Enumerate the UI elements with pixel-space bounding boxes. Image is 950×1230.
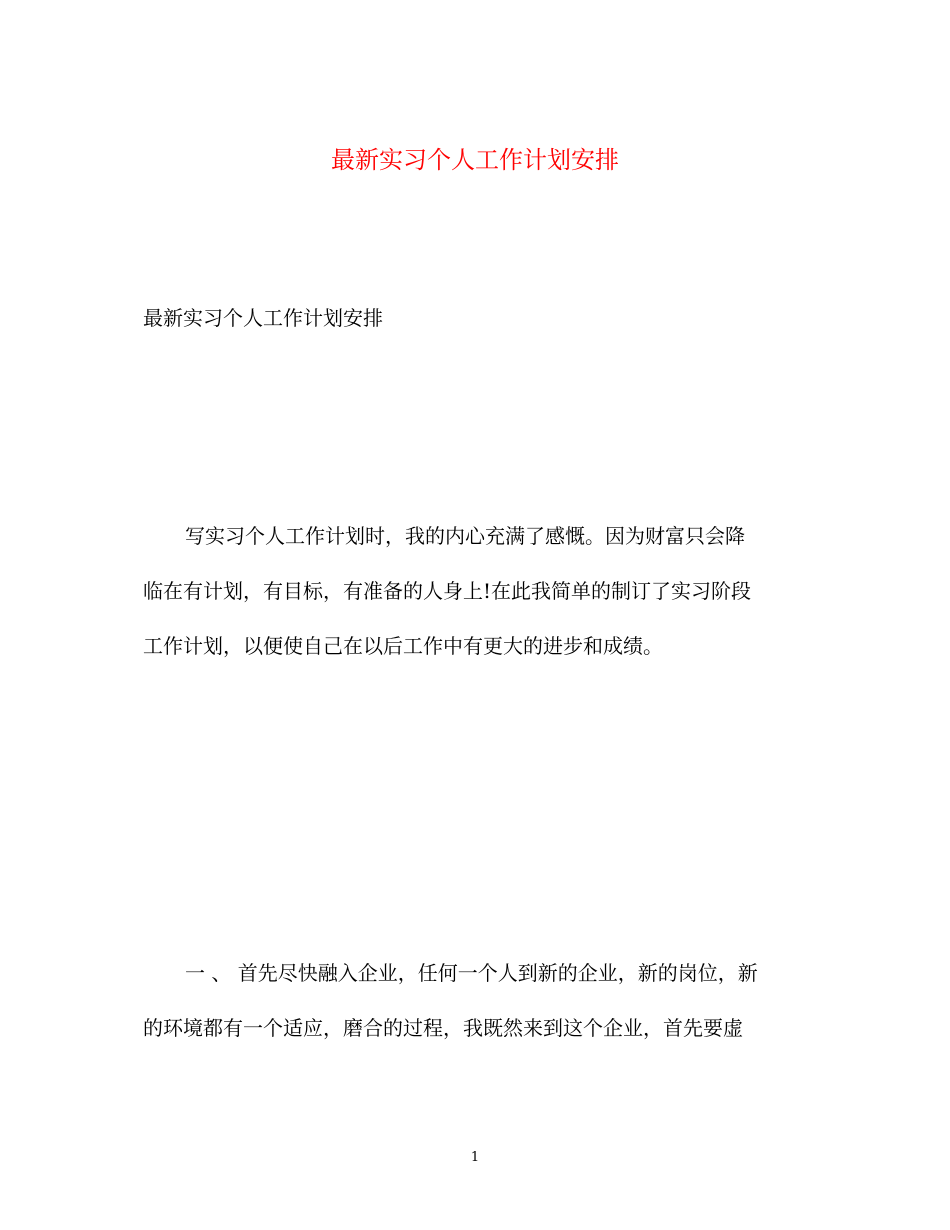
paragraph-line: 一 、 首先尽快融入企业，任何一个人到新的企业，新的岗位，新 xyxy=(185,961,758,985)
paragraph-intro xyxy=(143,518,808,683)
paragraph-line: 的环境都有一个适应，磨合的过程，我既然来到这个企业，首先要虚 xyxy=(143,1016,743,1040)
paragraph-line: 写实习个人工作计划时，我的内心充满了感慨。因为财富只会降 xyxy=(185,524,745,548)
paragraph-section-one xyxy=(143,955,808,1065)
paragraph-line: 临在有计划，有目标，有准备的人身上!在此我简单的制订了实习阶段 xyxy=(143,579,752,603)
document-subtitle: 最新实习个人工作计划安排 xyxy=(143,306,383,330)
paragraph-line: 工作计划，以便使自己在以后工作中有更大的进步和成绩。 xyxy=(143,634,663,658)
document-title: 最新实习个人工作计划安排 xyxy=(331,146,619,174)
page-number: 1 xyxy=(470,1150,480,1165)
